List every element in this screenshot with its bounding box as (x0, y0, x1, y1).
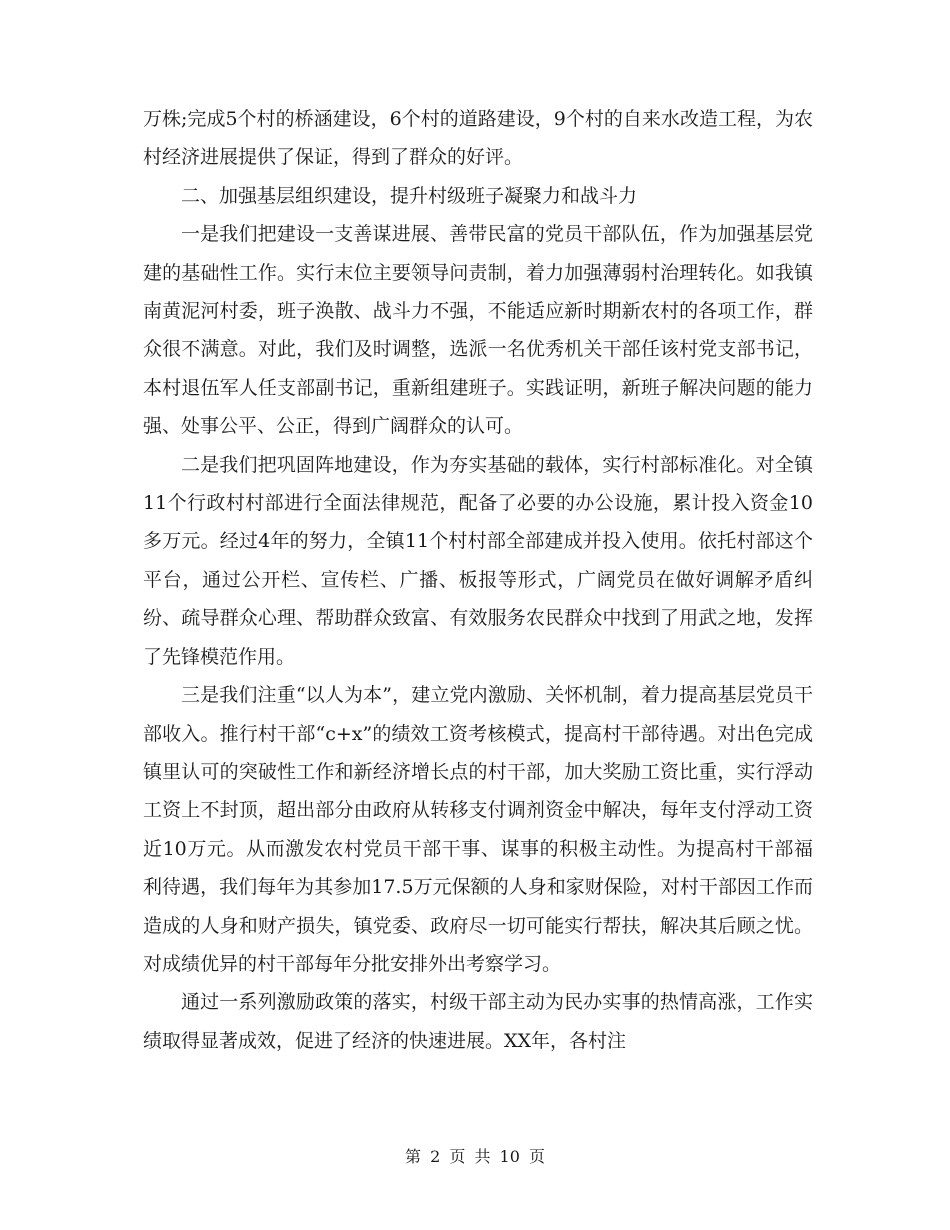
section-heading: 二、加强基层组织建设，提升村级班子凝聚力和战斗力 (181, 184, 638, 207)
paragraph-4: 二是我们把巩固阵地建设，作为夯实基础的载体，实行村部标准化。对全镇11个行政村村部进行全面法律规范，配备了必要的办公设施，累计投入资金10多万元。经过4年的努力，全镇11个村村部全部建成并投入使用。依托村部这个平台，通过公开栏、宣传栏、广播、板报等形式，广阔党员在做好调解矛盾纠纷、疏导群众心理、帮助群众致富、有效服务农民群众中找到了用武之地，发挥了先锋模范作用。 (143, 453, 813, 668)
document-body (143, 100, 813, 1060)
paragraph-3: 一是我们把建设一支善谋进展、善带民富的党员干部队伍，作为加强基层党建的基础性工作。实行末位主要领导问责制，着力加强薄弱村治理转化。如我镇南黄泥河村委，班子涣散、战斗力不强，不能适应新时期新农村的各项工作，群众很不满意。对此，我们及时调整，选派一名优秀机关干部任该村党支部书记，本村退伍军人任支部副书记，重新组建班子。实践证明，新班子解决问题的能力强、处事公平、公正，得到广阔群众的认可。 (143, 223, 813, 438)
page-number-footer: 第 2 页 共 10 页 (405, 1147, 545, 1166)
paragraph-5: 三是我们注重“以人为本”，建立党内激励、关怀机制，着力提高基层党员干部收入。推行村干部“c+x”的绩效工资考核模式，提高村干部待遇。对出色完成镇里认可的突破性工作和新经济增长点的村干部，加大奖励工资比重，实行浮动工资上不封顶，超出部分由政府从转移支付调剂资金中解决，每年支付浮动工资近10万元。从而激发农村党员干部干事、谋事的积极主动性。为提高村干部福利待遇，我们每年为其参加17.5万元保额的人身和家财保险，对村干部因工作而造成的人身和财产损失，镇党委、政府尽一切可能实行帮扶，解决其后顾之忧。对成绩优异的村干部每年分批安排外出考察学习。 (143, 684, 813, 975)
paragraph-1: 万株;完成5个村的桥涵建设，6个村的道路建设，9个村的自来水改造工程，为农村经济进展提供了保证，得到了群众的好评。 (143, 108, 813, 169)
paragraph-6: 通过一系列激励政策的落实，村级干部主动为民办实事的热情高涨，工作实绩取得显著成效，促进了经济的快速进展。XX年，各村注 (143, 991, 813, 1052)
